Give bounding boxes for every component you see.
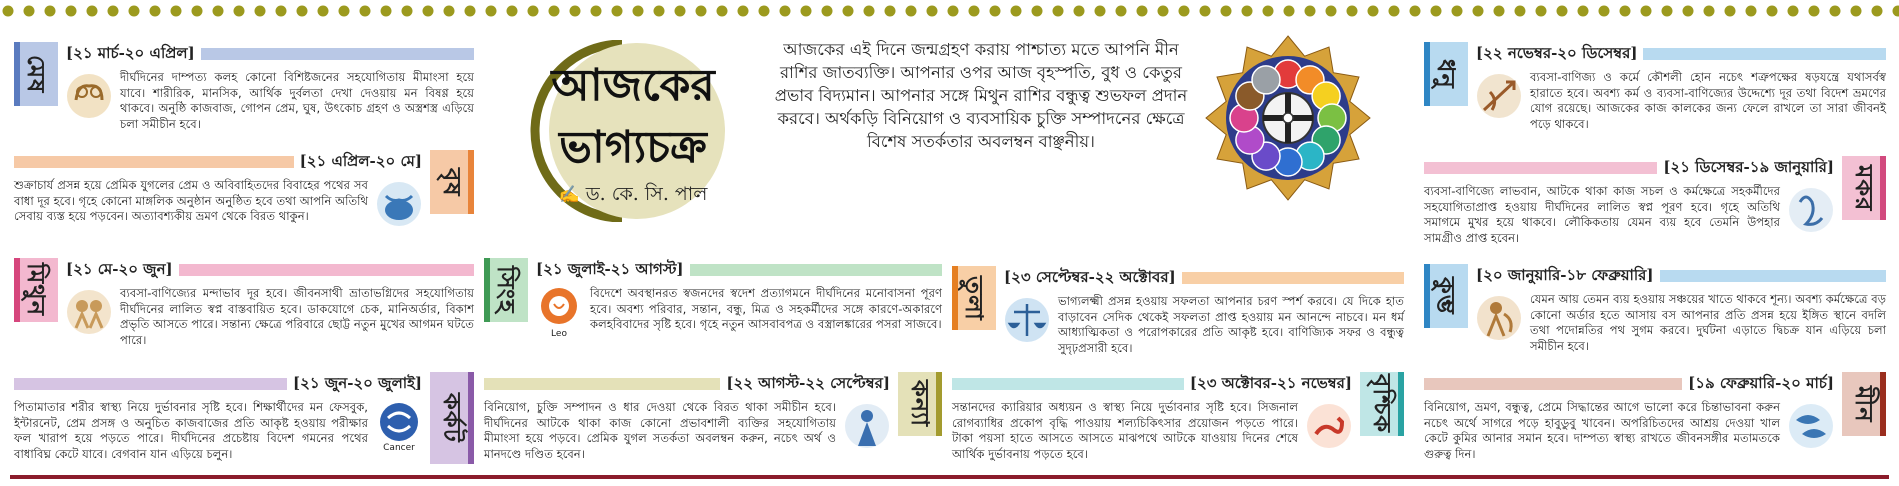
border-dot — [1473, 6, 1484, 17]
border-dot — [633, 6, 644, 17]
border-dot — [1116, 6, 1127, 17]
border-dot — [1368, 6, 1379, 17]
sign-name-makar: মকর — [1850, 164, 1879, 212]
sign-card-mesh — [14, 42, 474, 131]
border-dot — [1662, 6, 1673, 17]
title-line-2: ভাগ্যচক্র — [559, 122, 707, 173]
border-dot — [570, 6, 581, 17]
date-bar-meen — [1424, 378, 1682, 390]
border-dot — [1851, 6, 1862, 17]
border-dot — [1515, 6, 1526, 17]
border-dot — [969, 6, 980, 17]
border-dot — [423, 6, 434, 17]
date-bar-dhanu — [1643, 48, 1886, 60]
border-dot — [276, 6, 287, 17]
border-dot — [255, 6, 266, 17]
border-dot — [150, 6, 161, 17]
water-bearer-emblem-icon — [1474, 292, 1524, 344]
border-dot — [1641, 6, 1652, 17]
border-dot — [381, 6, 392, 17]
sign-dates-kanya: [২২ আগস্ট-২২ সেপ্টেম্বর] — [726, 373, 890, 392]
border-dot — [780, 6, 791, 17]
border-dot — [360, 6, 371, 17]
border-dot — [990, 6, 1001, 17]
date-bar-singha — [690, 264, 942, 276]
sign-dates-kumbha: [২০ জানুয়ারি-১৮ ফেব্রুয়ারি] — [1476, 265, 1654, 284]
sign-tab-kanya — [898, 372, 942, 436]
border-dot — [1137, 6, 1148, 17]
border-dot — [339, 6, 350, 17]
sign-text-tula: ভাগ্যলক্ষ্মী প্রসন্ন হওয়ায় সফলতা আপনার চরণ স্পর্শ করবে। যে দিকে হাত বাড়াবেন সেদিক থেকেই সফলতা প্রাপ্ত হওয়ায় মন আনন্দে নাচবে। মন ধর্ম আধ্যাত্মিকতা ও পরোপকারের প্রতি আকৃষ্ট হবে। বাণিজ্যিক সফর ও বন্ধুত্ব সুদৃঢ়প্রসারী হবে। — [1058, 294, 1404, 355]
goat-emblem-icon — [1786, 184, 1836, 236]
border-dot — [1683, 6, 1694, 17]
sign-name-tula: তুলা — [960, 275, 989, 321]
border-dot — [87, 6, 98, 17]
border-dot — [948, 6, 959, 17]
border-dot — [801, 6, 812, 17]
border-dot — [549, 6, 560, 17]
bottom-rule — [10, 475, 1889, 479]
border-dot — [1536, 6, 1547, 17]
border-dot — [1011, 6, 1022, 17]
sign-text-dhanu: ব্যবসা-বাণিজ্য ও কর্মে কৌশলী হোন নচেৎ শত্রুপক্ষের ষড়যন্ত্রে যথাসর্বস্ব হারাতে হবে। অবশ্য কর্ম ও ব্যবসা-বাণিজ্যের উদ্দেশ্যে দূর তথা বিদেশ ভ্রমণের যোগ রয়েছে। আজকের কাজ কালকের জন্য ফেলে রাখলে তা সারা জীবনই পড়ে থাকবে। — [1530, 70, 1886, 131]
sign-name-brish: বৃষ — [438, 167, 467, 197]
author-line — [502, 180, 764, 212]
sign-tab-kumbha — [1424, 264, 1468, 328]
sign-text-makar: ব্যবসা-বাণিজ্যে লাভবান, আটকে থাকা কাজ সচল ও কর্মক্ষেত্রে সহকর্মীদের সহযোগিতাপ্রাপ্ত হওয়ায় দীর্ঘদিনের লালিত স্বপ্ন পূরণ হবে। গৃহে অতিথি সমাগমে মুখর হয়ে থাকবে। লৌকিকতায় যেমন ব্যয় হবে তেমনি উপহার সামগ্রীও প্রাপ্ত হবেন। — [1424, 184, 1780, 245]
sign-dates-meen: [১৯ ফেব্রুয়ারি-২০ মার্চ] — [1688, 373, 1834, 392]
border-dot — [1179, 6, 1190, 17]
sign-name-karkat: কর্কট — [438, 393, 467, 443]
wheel-center — [1283, 113, 1293, 123]
border-dot — [297, 6, 308, 17]
sign-card-mithun — [14, 258, 474, 347]
sign-tab-meen — [1842, 372, 1886, 436]
border-dot — [1746, 6, 1757, 17]
sign-text-kanya: বিনিয়োগ, চুক্তি সম্পাদন ও ধার দেওয়া থেকে বিরত থাকা সমীচীন হবে। দীর্ঘদিনের আটকে থাকা কাজ কোনো প্রভাবশালী ব্যক্তির সহযোগিতায় মীমাংসা হয়ে পড়বে। প্রেমিক যুগল সতর্কতা অবলম্বন করুন, নচেৎ অর্থ ও মানদণ্ডে দণ্ডিত হবেন। — [484, 400, 836, 461]
border-dot — [318, 6, 329, 17]
sign-dates-karkat: [২১ জুন-২০ জুলাই] — [293, 373, 422, 392]
border-dot — [3, 6, 14, 17]
border-dot — [1095, 6, 1106, 17]
border-dot — [1263, 6, 1274, 17]
sign-text-brishchik: সন্তানদের ক্যারিয়ার অধ্যয়ন ও স্বাস্থ্য নিয়ে দুর্ভাবনার সৃষ্টি হবে। সিজনাল রোগব্যাধির প্রকোপ বৃদ্ধি পাওয়ায় শল্যচিকিৎসার প্রয়োজন পড়তে পারে। টাকা পয়সা হাতে আসতে আসতে মাঝপথে আটকে যাওয়ায় দিনের শেষে আর্থিক দুর্ভাবনায় পড়তে হবে। — [952, 400, 1298, 461]
border-dot — [171, 6, 182, 17]
border-dot — [885, 6, 896, 17]
wheel-sign-disc — [1252, 66, 1280, 94]
border-dot — [1557, 6, 1568, 17]
sign-card-singha — [484, 258, 942, 354]
border-dot — [1074, 6, 1085, 17]
border-dot — [108, 6, 119, 17]
sign-card-kumbha — [1424, 264, 1886, 360]
sign-dates-mesh: [২১ মার্চ-২০ এপ্রিল] — [66, 43, 195, 62]
sign-text-karkat: পিতামাতার শরীর স্বাস্থ্য নিয়ে দুর্ভাবনার সৃষ্টি হবে। শিক্ষার্থীদের মন ফেসবুক, ইন্টারনেট, প্রেম প্রসঙ্গ ও অনুচিত কাজবাজের প্রতি আকৃষ্ট হওয়ায় পরীক্ষার ফল খারাপ হয়ে পড়তে পারে। দীর্ঘদিনের প্রচেষ্টায় বিদেশ গমনের পথের বাধাবিঘ্ন কেটে যাবে। বেগবান যান এড়িয়ে চলুন। — [14, 400, 368, 461]
twins-emblem-icon — [64, 286, 114, 338]
sign-card-tula — [952, 266, 1404, 362]
intro-paragraph: আজকের এই দিনে জন্মগ্রহণ করায় পাশ্চাত্য মতে আপনি মীন রাশির জাতব্যক্তি। আপনার ওপর আজ বৃহস্পতি, বুধ ও কেতুর প্রভাব বিদ্যমান। আপনার সঙ্গে মিথুন রাশির বন্ধুত্ব শুভফল প্রদান করবে। অর্থকড়ি বিনিয়োগ ও ব্যবসায়িক চুক্তি সম্পাদনের ক্ষেত্রে বিশেষ সতর্কতার অবলম্বন বাঞ্ছনীয়। — [774, 40, 1188, 151]
date-bar-tula — [1182, 272, 1404, 284]
border-dot — [1893, 6, 1899, 17]
sign-text-meen: বিনিয়োগ, ভ্রমণ, বন্ধুত্ব, প্রেমে সিদ্ধান্তের আগে ভালো করে চিন্তাভাবনা করুন নচেৎ অর্থে সাগরে পড়ে হাবুডুবু খাবেন। অপরিচিতদের আশ্রয় দেওয়া খাল কেটে কুমির আনার সমান হবে। দাম্পত্য স্বাস্থ্য রাখতে জীবনসঙ্গীর মতামতকে গুরুত্ব দিন। — [1424, 400, 1780, 461]
border-dot — [1767, 6, 1778, 17]
sign-card-dhanu — [1424, 42, 1886, 138]
border-dot — [1620, 6, 1631, 17]
sign-tab-karkat — [430, 372, 474, 464]
border-dot — [1809, 6, 1820, 17]
dotted-border — [0, 2, 1899, 20]
border-dot — [1494, 6, 1505, 17]
sign-tab-dhanu — [1424, 42, 1468, 106]
border-dot — [402, 6, 413, 17]
sign-text-brish: শুক্রাচার্য প্রসন্ন হয়ে প্রেমিক যুগলের প্রেম ও অবিবাহিতদের বিবাহের পথের সব বাধা দূর হবে। গৃহে কোনো মাঙ্গলিক অনুষ্ঠান অনুষ্ঠিত হবে তথা আপনি অতিথি সেবায় ব্যস্ত হয়ে পড়বেন। অত্যাবশ্যকীয় ভ্রমণ থেকে বিরত থাকুন। — [14, 178, 368, 223]
title-line-1: আজকের — [551, 60, 715, 111]
bull-emblem-icon — [374, 178, 424, 230]
sign-tab-tula — [952, 266, 996, 330]
border-dot — [1242, 6, 1253, 17]
border-dot — [1053, 6, 1064, 17]
sign-card-kanya — [484, 372, 942, 468]
sign-dates-singha: [২১ জুলাই-২১ আগস্ট] — [536, 259, 684, 278]
date-bar-kumbha — [1660, 270, 1886, 282]
date-bar-karkat — [14, 378, 287, 390]
sign-name-mesh: মেষ — [22, 54, 51, 94]
border-dot — [1830, 6, 1841, 17]
zodiac-wheel-icon — [1203, 34, 1373, 202]
border-dot — [612, 6, 623, 17]
sign-text-kumbha: যেমন আয় তেমন ব্যয় হওয়ায় সঞ্চয়ের খাতে থাকবে শূন্য। অবশ্য কর্মক্ষেত্রে বড় কোনো অর্ডার হতে আসায় বস আপনার প্রতি প্রসন্ন হয়ে ইঙ্গিত স্থানে বদলি তথা পদোন্নতির পথ সুগম করবে। দুর্ঘটনা এড়াতে দ্বিচক্র যান এড়িয়ে চলা সমীচীন হবে। — [1530, 292, 1886, 353]
border-dot — [465, 6, 476, 17]
scorpion-emblem-icon — [1304, 400, 1354, 452]
sign-card-meen — [1424, 372, 1886, 468]
sign-text-mithun: ব্যবসা-বাণিজ্যের মন্দাভাব দূর হবে। জীবনসাথী ভ্রাতাভগ্নিদের সহযোগিতায় দীর্ঘদিনের লালিত স্বপ্ন বাস্তবায়িত হবে। ডাকযোগে চেক, মানিঅর্ডার, বিকাশ প্রভৃতি আসতে পারে। সন্তান্য ক্ষেত্রে পরিবারে ছোট্ট নতুন মুখের আগমন ঘটতে পারে। — [120, 286, 474, 347]
border-dot — [1788, 6, 1799, 17]
border-dot — [906, 6, 917, 17]
date-bar-brishchik — [952, 378, 1184, 390]
crab-emblem-label: Cancer — [383, 443, 415, 452]
sign-card-karkat — [14, 372, 474, 468]
border-dot — [528, 6, 539, 17]
sign-tab-singha — [484, 258, 528, 322]
border-dot — [1347, 6, 1358, 17]
border-dot — [1305, 6, 1316, 17]
sign-tab-brish — [430, 150, 474, 214]
border-dot — [759, 6, 770, 17]
sign-name-brishchik: বৃশ্চিক — [1368, 374, 1397, 434]
crab-emblem-icon — [374, 400, 424, 452]
sign-dates-mithun: [২১ মে-২০ জুন] — [66, 259, 173, 278]
border-dot — [1158, 6, 1169, 17]
sign-tab-makar — [1842, 156, 1886, 220]
border-dot — [717, 6, 728, 17]
border-dot — [1032, 6, 1043, 17]
border-dot — [1725, 6, 1736, 17]
sign-name-kumbha: কুম্ভ — [1432, 277, 1461, 315]
sign-dates-brishchik: [২৩ অক্টোবর-২১ নভেম্বর] — [1189, 373, 1352, 392]
pen-icon: ✍ — [558, 185, 580, 205]
sign-tab-mesh — [14, 42, 58, 106]
sign-name-mithun: মিথুন — [22, 263, 51, 317]
border-dot — [129, 6, 140, 17]
border-dot — [927, 6, 938, 17]
border-dot — [1452, 6, 1463, 17]
border-dot — [45, 6, 56, 17]
archer-emblem-icon — [1474, 70, 1524, 122]
sign-text-singha: বিদেশে অবস্থানরত স্বজনদের স্বদেশ প্রত্যাগমনে দীর্ঘদিনের মনোবাসনা পূরণ হবে। অবশ্য পরিবার, সন্তান, বন্ধু, মিত্র ও সহকর্মীদের সঙ্গে কারণে-অকারণে কলহবিবাদের সৃষ্টি হবে। গৃহে নতুন আসবাবপত্র ও বস্ত্রালঙ্কারের পসরা সাজবে। — [590, 286, 942, 331]
border-dot — [1410, 6, 1421, 17]
sign-name-dhanu: ধনু — [1432, 59, 1461, 89]
sign-card-brishchik — [952, 372, 1404, 468]
date-bar-mesh — [201, 48, 474, 60]
border-dot — [1578, 6, 1589, 17]
border-dot — [654, 6, 665, 17]
date-bar-mithun — [179, 264, 474, 276]
border-dot — [675, 6, 686, 17]
border-dot — [234, 6, 245, 17]
border-dot — [738, 6, 749, 17]
sign-name-meen: মীন — [1850, 385, 1879, 423]
sign-dates-makar: [২১ ডিসেম্বর-১৯ জানুয়ারি] — [1663, 157, 1834, 176]
border-dot — [1200, 6, 1211, 17]
sign-dates-tula: [২৩ সেপ্টেম্বর-২২ অক্টোবর] — [1004, 267, 1176, 286]
border-dot — [864, 6, 875, 17]
sign-card-makar — [1424, 156, 1886, 252]
date-bar-kanya — [484, 378, 720, 390]
sign-name-singha: সিংহ — [492, 266, 521, 314]
sign-tab-brishchik — [1360, 372, 1404, 436]
border-dot — [213, 6, 224, 17]
sign-dates-brish: [২১ এপ্রিল-২০ মে] — [299, 151, 422, 170]
border-dot — [192, 6, 203, 17]
border-dot — [1221, 6, 1232, 17]
sign-tab-mithun — [14, 258, 58, 322]
border-dot — [1326, 6, 1337, 17]
border-dot — [591, 6, 602, 17]
author-name: ড. কে. সি. পাল — [585, 183, 708, 205]
border-dot — [1599, 6, 1610, 17]
border-dot — [66, 6, 77, 17]
sign-name-kanya: কন্যা — [906, 380, 935, 428]
border-dot — [1389, 6, 1400, 17]
border-dot — [696, 6, 707, 17]
border-dot — [1284, 6, 1295, 17]
lion-emblem-icon — [534, 286, 584, 338]
border-dot — [486, 6, 497, 17]
border-dot — [1431, 6, 1442, 17]
sign-card-brish — [14, 150, 474, 232]
sign-dates-dhanu: [২২ নভেম্বর-২০ ডিসেম্বর] — [1476, 43, 1638, 62]
border-dot — [444, 6, 455, 17]
lion-emblem-label: Leo — [551, 329, 567, 338]
border-dot — [1704, 6, 1715, 17]
border-dot — [822, 6, 833, 17]
sign-text-mesh: দীর্ঘদিনের দাম্পত্য কলহ কোনো বিশিষ্টজনের সহযোগিতায় মীমাংসা হয়ে যাবে। শারীরিক, মানসিক, আর্থিক দুর্বলতা দেখা দেওয়ায় মন বিষণ্ণ হয়ে থাকবে। অনুষ্ঠি কাজবাজ, গোপন প্রেম, ঘুষ, উৎকোচ গ্রহণ ও অস্ত্রশস্ত্র এড়িয়ে চলা সমীচীন হবে। — [120, 70, 474, 131]
fish-emblem-icon — [1786, 400, 1836, 452]
maiden-emblem-icon — [842, 400, 892, 452]
scales-emblem-icon — [1002, 294, 1052, 346]
date-bar-brish — [14, 156, 294, 168]
border-dot — [1872, 6, 1883, 17]
date-bar-makar — [1424, 162, 1657, 174]
border-dot — [843, 6, 854, 17]
title-block — [502, 40, 764, 222]
border-dot — [507, 6, 518, 17]
border-dot — [24, 6, 35, 17]
ram-emblem-icon — [64, 70, 114, 122]
